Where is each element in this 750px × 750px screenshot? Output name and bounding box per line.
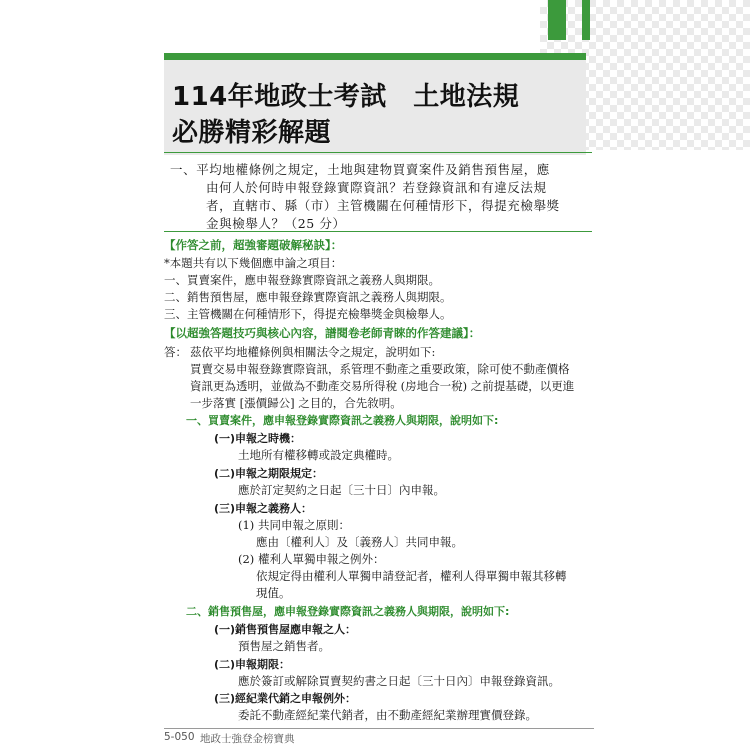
subsection-text: 應於訂定契約之日起〔三十日〕內申報。 — [238, 483, 445, 497]
point-title: (1) 共同申報之原則： — [238, 518, 350, 532]
subsection-title: (一)銷售預售屋應申報之人： — [214, 623, 357, 636]
answer-heading: 【以超強答題技巧與核心內容，譜閱卷老師青睞的作答建議】： — [164, 326, 481, 340]
subsection-text: 應於簽訂或解除買賣契約書之日起〔三十日內〕申報登錄資訊。 — [238, 674, 560, 688]
question-line: 者，直轄市、縣（市）主管機關在何種情形下，得提充檢舉獎 — [206, 198, 560, 213]
subsection-text: 預售屋之銷售者。 — [238, 639, 330, 653]
point-text: 依規定得由權利人單獨申請登記者，權利人得單獨申報其移轉 — [256, 569, 567, 583]
subsection-title: (三)經紀業代銷之申報例外： — [214, 692, 357, 705]
subsection-title: (二)申報期限： — [214, 658, 291, 671]
answer-label: 答： — [164, 345, 187, 359]
answer-text: 買賣交易申報登錄實際資訊，系管理不動產之重要政策，除可使不動產價格 — [190, 362, 570, 376]
question-line: 一、平均地權條例之規定，土地與建物買賣案件及銷售預售屋，應 — [170, 162, 550, 177]
tips-item: 三、主管機關在何種情形下，得提充檢舉獎金與檢舉人。 — [164, 307, 452, 321]
answer-text: 資訊更為透明，並做為不動產交易所得稅 (房地合一稅) 之前提基礎，以更進 — [190, 379, 575, 393]
subsection-text: 土地所有權移轉或設定典權時。 — [238, 448, 399, 462]
question-line: 由何人於何時申報登錄實際資訊？若登錄資訊和有違反法規 — [206, 180, 547, 195]
subsection-title: (三)申報之義務人： — [214, 502, 313, 515]
book-title: 地政士強登金榜寶典 — [200, 733, 295, 745]
page-title: 114年地政士考試 土地法規 — [172, 82, 520, 112]
section-heading: 二、銷售預售屋，應申報登錄實際資訊之義務人與期限，說明如下: — [186, 605, 510, 618]
tips-item: 一、買賣案件，應申報登錄實際資訊之義務人與期限。 — [164, 273, 440, 287]
subsection-title: (一)申報之時機： — [214, 432, 302, 445]
tips-intro: *本題共有以下幾個應申論之項目： — [164, 256, 343, 270]
point-text: 現值。 — [256, 586, 291, 600]
point-text: 應由〔權利人〕及〔義務人〕共同申報。 — [256, 535, 463, 549]
page-subtitle: 必勝精彩解題 — [172, 118, 332, 148]
subsection-title: (二)申報之期限規定： — [214, 467, 324, 480]
subsection-text: 委託不動產經紀業代銷者，由不動產經紀業辦理實價登錄。 — [238, 708, 537, 722]
section-heading: 一、買賣案件，應申報登錄實際資訊之義務人與期限，說明如下: — [186, 414, 499, 427]
green-accent-bar — [582, 0, 590, 40]
point-title: (2) 權利人單獨申報之例外： — [238, 552, 385, 566]
page-number: 5-050 — [164, 731, 195, 743]
question-line: 金與檢舉人？（25 分） — [206, 216, 346, 231]
tips-item: 二、銷售預售屋，應申報登錄實際資訊之義務人與期限。 — [164, 290, 452, 304]
answer-text: 一步落實 [漲價歸公] 之目的，合先敘明。 — [190, 396, 402, 410]
tips-heading: 【作答之前，超強審題破解秘訣】： — [164, 238, 343, 252]
green-accent-bar — [548, 0, 566, 40]
title-stripe — [164, 53, 586, 60]
footer-divider — [164, 728, 594, 729]
answer-text: 茲依平均地權條例與相關法令之規定，說明如下: — [190, 345, 436, 359]
